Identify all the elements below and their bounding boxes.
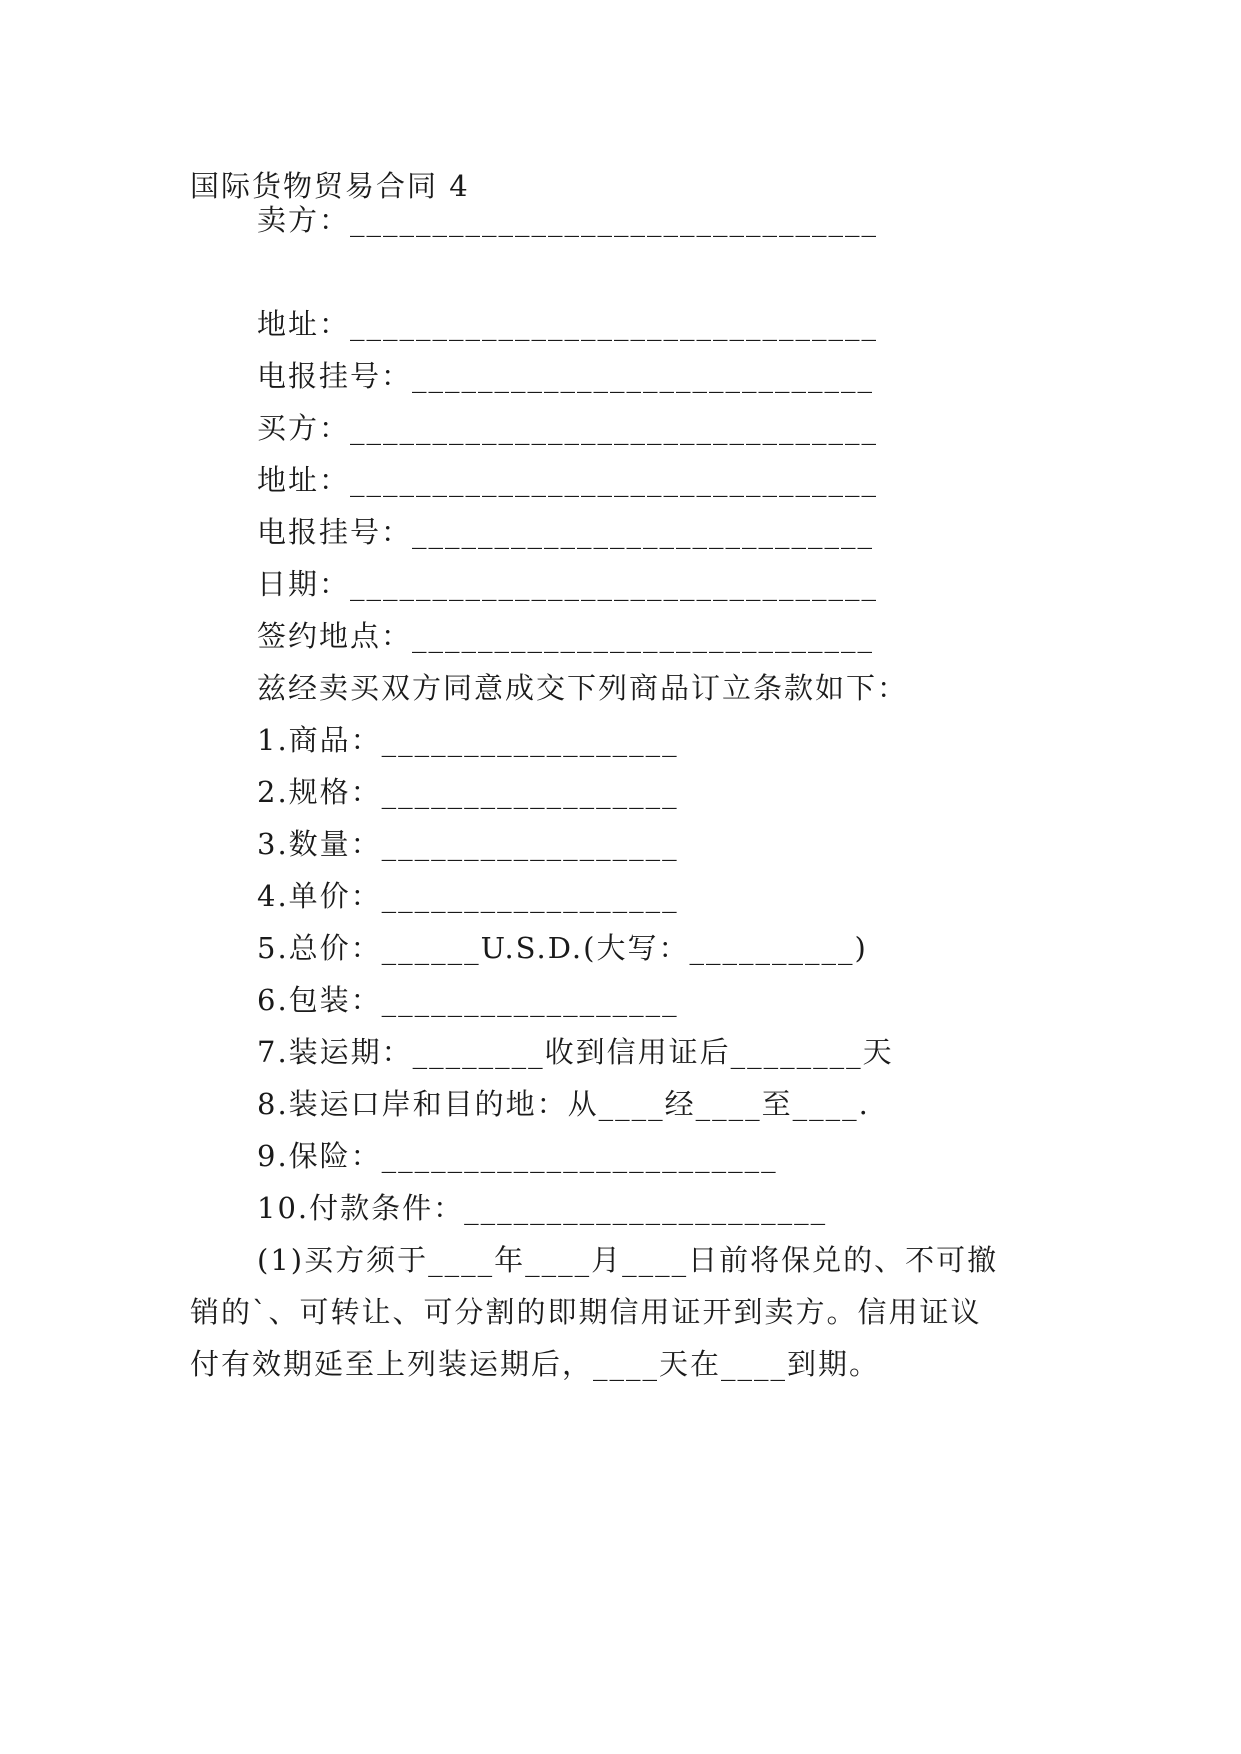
clause-quantity: 3.数量：__________________ bbox=[257, 827, 679, 861]
clause-shipment: 7.装运期：________收到信用证后________天 bbox=[257, 1035, 894, 1069]
date-field: 日期：________________________________ bbox=[257, 567, 879, 601]
signing-place-field: 签约地点：____________________________ bbox=[257, 619, 875, 653]
buyer-field: 买方：________________________________ bbox=[257, 411, 879, 445]
clause-specification: 2.规格：__________________ bbox=[257, 775, 679, 809]
buyer-address-field: 地址：________________________________ bbox=[257, 463, 879, 497]
clause-ports: 8.装运口岸和目的地：从____经____至____. bbox=[257, 1087, 870, 1121]
seller-address-field: 地址：________________________________ bbox=[257, 307, 879, 341]
clause-payment: 10.付款条件：______________________ bbox=[257, 1191, 828, 1225]
intro-text: 兹经卖买双方同意成交下列商品订立条款如下： bbox=[257, 671, 909, 705]
clause-commodity: 1.商品：__________________ bbox=[257, 723, 679, 757]
document-title: 国际货物贸易合同 4 bbox=[190, 169, 470, 203]
payment-paragraph-line: (1)买方须于____年____月____日前将保兑的、不可撤 bbox=[257, 1243, 999, 1277]
seller-field: 卖方：________________________________ bbox=[257, 203, 879, 237]
seller-cable-field: 电报挂号：____________________________ bbox=[257, 359, 875, 393]
buyer-cable-field: 电报挂号：____________________________ bbox=[257, 515, 875, 549]
payment-paragraph-line: 付有效期延至上列装运期后，____天在____到期。 bbox=[190, 1347, 881, 1381]
clause-total-price: 5.总价：______U.S.D.(大写：__________) bbox=[257, 931, 868, 965]
clause-packing: 6.包装：__________________ bbox=[257, 983, 679, 1017]
payment-paragraph-line: 销的`、可转让、可分割的即期信用证开到卖方。信用证议 bbox=[190, 1295, 982, 1329]
clause-insurance: 9.保险：________________________ bbox=[257, 1139, 778, 1173]
clause-unit-price: 4.单价：__________________ bbox=[257, 879, 679, 913]
